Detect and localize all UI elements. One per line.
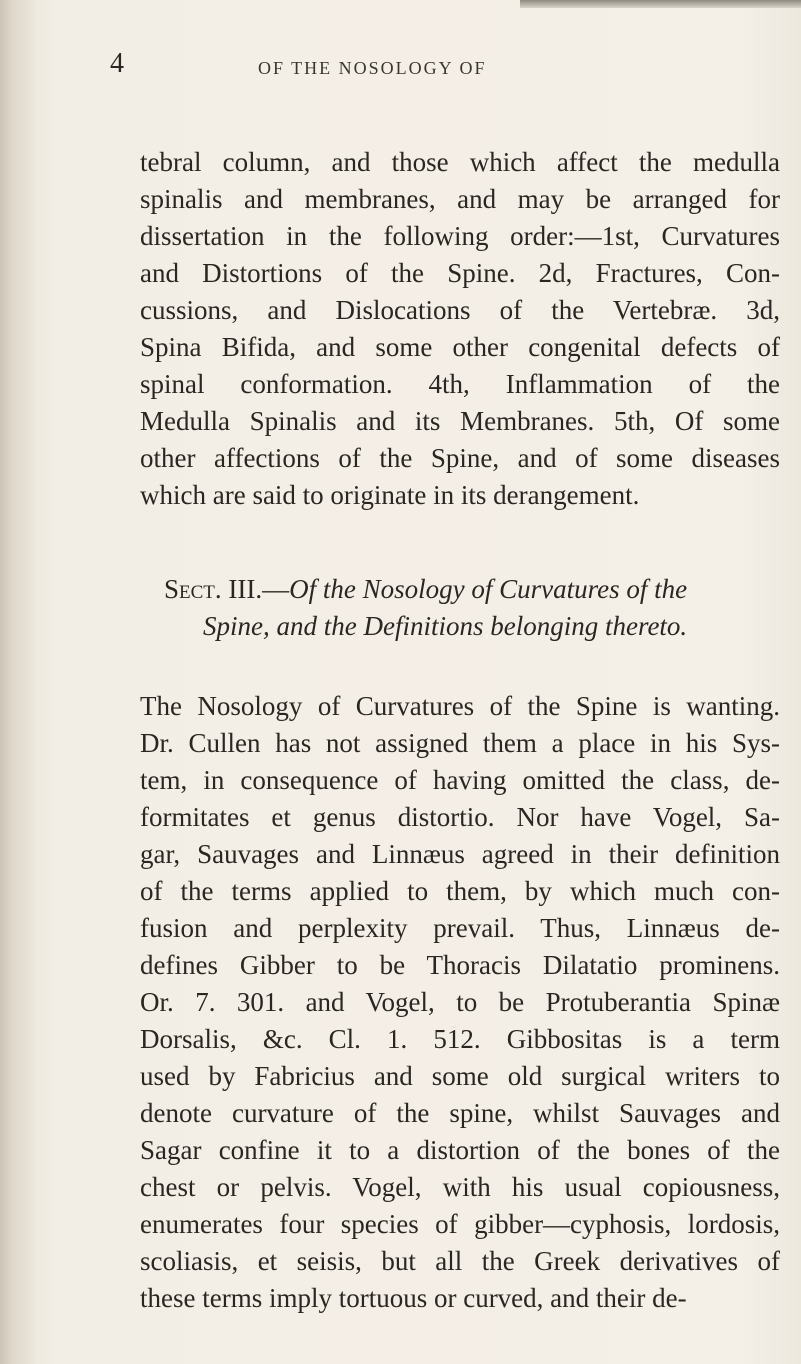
paragraph2-line: Dr. Cullen has not assigned them a place in his Sys- <box>140 728 780 758</box>
page-gutter <box>0 0 34 1364</box>
section-number: III.— <box>228 574 290 604</box>
paragraph2-line: denote curvature of the spine, whilst Sauvages and <box>140 1098 780 1128</box>
paragraph1-line: which are said to originate in its derangement. <box>140 480 640 510</box>
running-head: OF THE NOSOLOGY OF <box>258 58 487 78</box>
section-heading-line-2 <box>203 610 687 642</box>
paragraph1-line: other affections of the Spine, and of some diseases <box>140 443 780 473</box>
paragraph2-line: The Nosology of Curvatures of the Spine is wanting. <box>140 691 780 721</box>
paragraph2-line: chest or pelvis. Vogel, with his usual copiousness, <box>140 1172 780 1202</box>
paragraph2-line: scoliasis, et seisis, but all the Greek derivatives of <box>140 1246 780 1276</box>
paragraph2-line: fusion and perplexity prevail. Thus, Linnæus de- <box>140 913 780 943</box>
paragraph2-line: enumerates four species of gibber—cyphosis, lordosis, <box>140 1209 780 1239</box>
paragraph2-line: Sagar confine it to a distortion of the bones of the <box>140 1135 780 1165</box>
paragraph1-line: spinalis and membranes, and may be arranged for <box>140 184 780 214</box>
section-title-part-2: Spine, and the Definitions belonging thereto. <box>203 611 688 641</box>
paragraph1-line: dissertation in the following order:—1st, Curvatures <box>140 221 780 251</box>
section-heading-line-1 <box>164 573 687 605</box>
page-top-edge <box>520 0 801 8</box>
paragraph2-line: of the terms applied to them, by which much con- <box>140 876 780 906</box>
paragraph2-line: tem, in consequence of having omitted the class, de- <box>140 765 780 795</box>
paragraph1-line: cussions, and Dislocations of the Vertebræ. 3d, <box>140 295 780 325</box>
paragraph2-line: gar, Sauvages and Linnæus agreed in their definition <box>140 839 780 869</box>
paragraph2-line: Dorsalis, &c. Cl. 1. 512. Gibbositas is a term <box>140 1024 780 1054</box>
paragraph1-line: Medulla Spinalis and its Membranes. 5th, Of some <box>140 406 780 436</box>
paragraph2-line: Or. 7. 301. and Vogel, to be Protuberantia Spinæ <box>140 987 780 1017</box>
paragraph2-line: formitates et genus distortio. Nor have Vogel, Sa- <box>140 802 780 832</box>
paragraph1-line: spinal conformation. 4th, Inflammation of the <box>140 369 780 399</box>
paragraph1-line: and Distortions of the Spine. 2d, Fractures, Con- <box>140 258 780 288</box>
page-number: 4 <box>110 48 124 79</box>
paragraph2-line: defines Gibber to be Thoracis Dilatatio prominens. <box>140 950 780 980</box>
paragraph1-line: Spina Bifida, and some other congenital defects of <box>140 332 780 362</box>
paragraph2-line: used by Fabricius and some old surgical writers to <box>140 1061 780 1091</box>
section-title-part-1: Of the Nosology of Curvatures of the <box>289 574 688 604</box>
paragraph1-line: tebral column, and those which affect the medulla <box>140 147 780 177</box>
section-label: Sect. <box>164 574 222 604</box>
paragraph2-line: these terms imply tortuous or curved, and their de- <box>140 1283 687 1313</box>
